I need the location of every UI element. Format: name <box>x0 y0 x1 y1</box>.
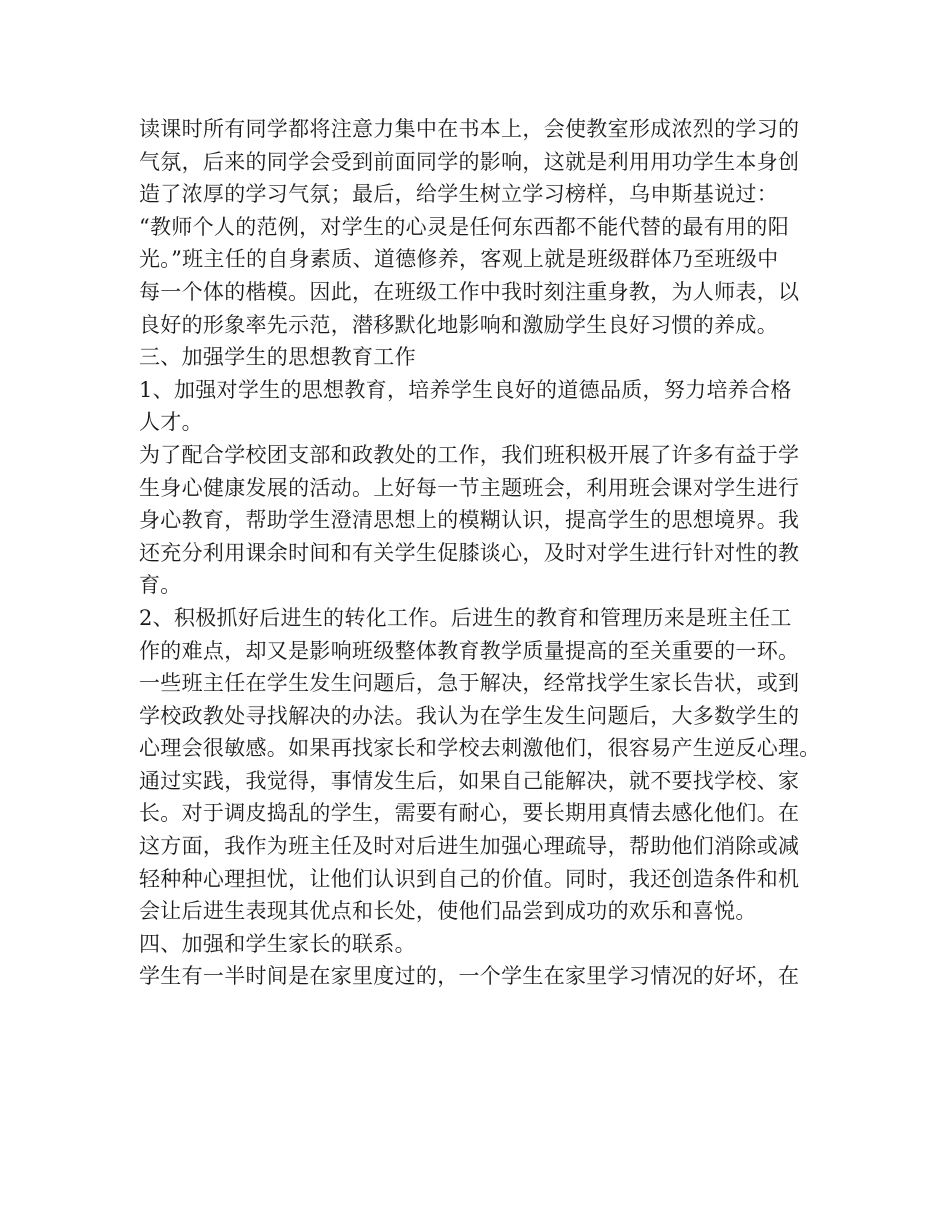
text-line: 生身心健康发展的活动。上好每一节主题班会，利用班会课对学生进行 <box>139 475 800 500</box>
text-line: 身心教育，帮助学生澄清思想上的模糊认识，提高学生的思想境界。我 <box>139 508 800 533</box>
text-line: 良好的形象率先示范，潜移默化地影响和激励学生良好习惯的养成。 <box>139 312 778 337</box>
text-line: 光。”班主任的自身素质、道德修养，客观上就是班级群体乃至班级中 <box>139 247 779 272</box>
text-line: 四、加强和学生家长的联系。 <box>139 931 416 956</box>
text-line: 一些班主任在学生发生问题后，急于解决，经常找学生家长告状，或到 <box>139 671 800 696</box>
text-line: “教师个人的范例，对学生的心灵是任何东西都不能代替的最有用的阳 <box>139 214 790 239</box>
text-line: 会让后进生表现其优点和长处，使他们品尝到成功的欢乐和喜悦。 <box>139 899 757 924</box>
text-line: 心理会很敏感。如果再找家长和学校去刺激他们，很容易产生逆反心理。 <box>139 736 821 761</box>
text-line: 学校政教处寻找解决的办法。我认为在学生发生问题后，大多数学生的 <box>139 703 800 728</box>
text-line: 还充分利用课余时间和有关学生促膝谈心，及时对学生进行针对性的教 <box>139 540 800 565</box>
text-line: 每一个体的楷模。因此，在班级工作中我时刻注重身教，为人师表，以 <box>139 279 800 304</box>
text-line: 人才。 <box>139 410 203 435</box>
text-line: 造了浓厚的学习气氛；最后，给学生树立学习榜样，乌申斯基说过： <box>139 182 778 207</box>
text-line: 育。 <box>139 573 182 598</box>
text-line: 长。对于调皮捣乱的学生，需要有耐心，要长期用真情去感化他们。在 <box>139 801 800 826</box>
text-line: 作的难点，却又是影响班级整体教育教学质量提高的至关重要的一环。 <box>139 638 800 663</box>
text-line: 读课时所有同学都将注意力集中在书本上，会使教室形成浓烈的学习的 <box>139 117 800 141</box>
text-line: 轻种种心理担忧，让他们认识到自己的价值。同时，我还创造条件和机 <box>139 866 800 891</box>
text-line: 这方面，我作为班主任及时对后进生加强心理疏导，帮助他们消除或减 <box>139 834 800 859</box>
document-body <box>139 113 829 993</box>
text-line: 1、加强对学生的思想教育，培养学生良好的道德品质，努力培养合格 <box>139 377 792 402</box>
text-line: 气氛，后来的同学会受到前面同学的影响，这就是利用用功学生本身创 <box>139 149 800 174</box>
text-line: 通过实践，我觉得，事情发生后，如果自己能解决，就不要找学校、家 <box>139 768 800 793</box>
text-line: 为了配合学校团支部和政教处的工作，我们班积极开展了许多有益于学 <box>139 442 800 467</box>
text-line: 学生有一半时间是在家里度过的，一个学生在家里学习情况的好坏，在 <box>139 964 800 989</box>
text-line: 2、积极抓好后进生的转化工作。后进生的教育和管理历来是班主任工 <box>139 605 792 630</box>
text-line: 三、加强学生的思想教育工作 <box>139 345 416 370</box>
